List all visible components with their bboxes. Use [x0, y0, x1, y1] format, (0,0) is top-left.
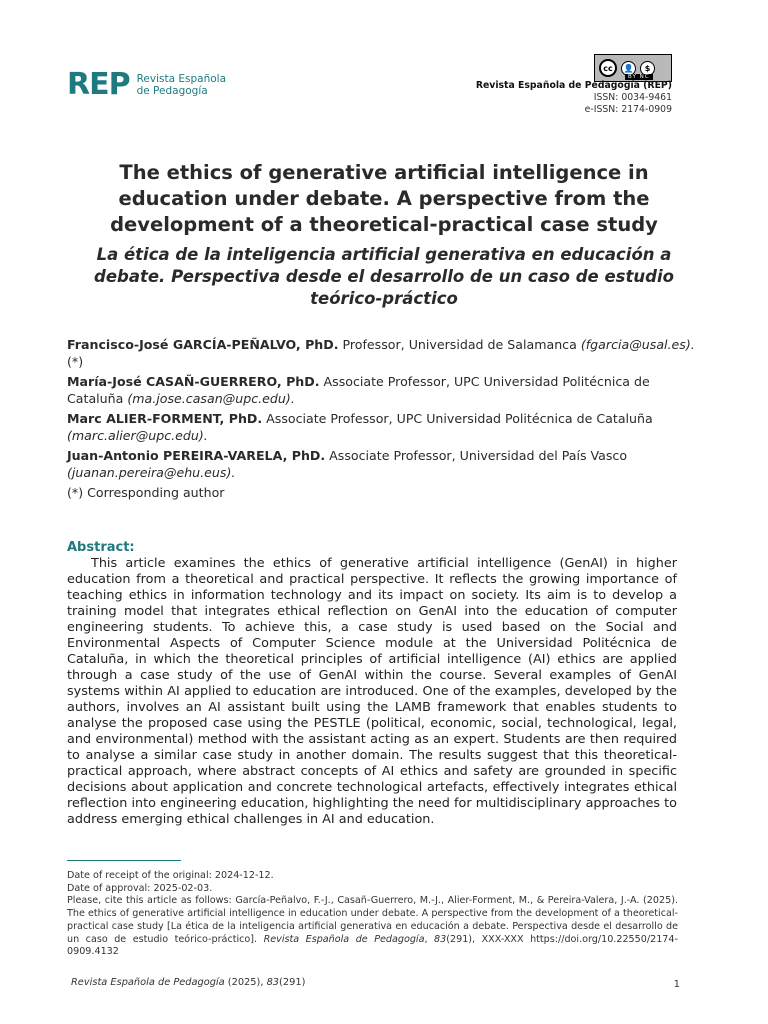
article-title-spanish: La ética de la inteligencia artificial generativa en educación a debate. Perspectiva desde el desarrollo de un caso de estudio teórico-práctico	[94, 245, 674, 308]
author-affiliation: Associate Professor, UPC Universidad Politécnica de Cataluña	[67, 374, 650, 406]
footer-issue: (291)	[279, 977, 306, 988]
article-title-english: The ethics of generative artificial intelligence in education under debate. A perspective from the development of a theoretical-practical case study	[110, 161, 658, 236]
corresponding-mark: (*)	[67, 354, 84, 369]
journal-issn: ISSN: 0034-9461	[593, 92, 672, 103]
journal-logo	[67, 67, 227, 102]
author-affiliation: Associate Professor, UPC Universidad Politécnica de Cataluña	[262, 411, 653, 426]
author-email[interactable]: (fgarcia@usal.es).	[580, 337, 695, 352]
date-approved: Date of approval: 2025-02-03.	[67, 882, 213, 894]
running-footer	[71, 977, 305, 988]
corresponding-author-note: (*) Corresponding author	[67, 485, 225, 500]
abstract-heading: Abstract:	[67, 540, 135, 555]
cc-icon: cc	[599, 59, 617, 77]
license-labels: BY NC	[625, 74, 653, 80]
author-email[interactable]: (juanan.pereira@ehu.eus).	[67, 465, 236, 480]
abstract-section	[67, 540, 677, 828]
logo-line-2: de Pedagogía	[136, 85, 208, 97]
author-name: María-José CASAÑ-GUERRERO, PhD.	[67, 374, 320, 389]
journal-info	[476, 80, 672, 116]
author-name: Marc ALIER-FORMENT, PhD.	[67, 411, 263, 426]
author-affiliation: Associate Professor, Universidad del País Vasco	[325, 448, 628, 463]
logo-text	[137, 73, 226, 97]
citation-journal: Revista Española de Pedagogía	[263, 933, 425, 945]
footer-volume: 83	[266, 977, 280, 988]
date-received: Date of receipt of the original: 2024-12-12.	[67, 870, 274, 881]
author-entry	[67, 373, 697, 407]
logo-line-1: Revista Española	[136, 73, 227, 85]
citation-note	[67, 895, 678, 959]
logo-mark: REP	[67, 67, 130, 102]
footnote-divider	[67, 860, 181, 861]
abstract-text: This article examines the ethics of generative artificial intelligence (GenAI) in higher education from a theoretical and practical perspective. It reflects the growing importance of teaching ethics in information technology and its impact on society. Its aim is to develop a training model that integrates ethical reflection on GenAI into the education of computer engineering students. To achieve this, a case study is used based on the Social and Environmental Aspects of Computer Science module at the Universidad Politécnica de Cataluña, in which the theoretical principles of artificial intelligence (AI) ethics are applied through a case study of the use of GenAI within the course. Several examples of GenAI systems within AI applied to education are introduced. One of the examples, developed by the authors, involves an AI assistant built using the LAMB framework that enables students to analyse the proposed case using the PESTLE (political, economic, social, technological, legal, and environmental) method with the assistant acting as an expert. Students are then required to analyse a similar case study in another domain. The results suggest that this theoretical-practical approach, where abstract concepts of AI ethics and safety are grounded in specific decisions about application and concrete technological artefacts, effectively integrates ethical reflection into engineering education, highlighting the need for multidisciplinary approaches to address emerging ethical challenges in AI and education.	[67, 556, 677, 827]
citation-volume: 83	[434, 933, 447, 945]
footer-year: (2025),	[224, 977, 267, 988]
author-entry	[67, 336, 697, 370]
author-entry	[67, 447, 697, 481]
author-entry	[67, 410, 697, 444]
noncommercial-icon: $	[640, 61, 655, 76]
page-number: 1	[673, 979, 680, 990]
citation-separator: ,	[424, 933, 435, 945]
footnotes	[67, 870, 678, 959]
journal-eissn: e-ISSN: 2174-0909	[584, 104, 672, 115]
author-list	[67, 336, 697, 501]
citation-doi[interactable]: (291), XXX-XXX https://doi.org/10.22550/2174-0909.4132	[67, 933, 678, 958]
author-affiliation: Professor, Universidad de Salamanca	[338, 337, 581, 352]
author-email[interactable]: (ma.jose.casan@upc.edu).	[127, 391, 295, 406]
by-person-icon: 👤	[621, 61, 636, 76]
author-name: Francisco-José GARCÍA-PEÑALVO, PhD.	[67, 337, 339, 352]
author-email[interactable]: (marc.alier@upc.edu).	[67, 428, 208, 443]
footer-journal: Revista Española de Pedagogía	[71, 977, 225, 988]
journal-name: Revista Española de Pedagogía (REP)	[475, 80, 672, 91]
author-name: Juan-Antonio PEREIRA-VARELA, PhD.	[67, 448, 326, 463]
creative-commons-license-badge	[594, 54, 672, 82]
citation-text: Please, cite this article as follows: García-Peñalvo, F.-J., Casañ-Guerrero, M.-J., Alier-Forment, M., & Pereira-Valera, J.-A. (2025). The ethics of generative artificial intelligence in education under debate. A perspective from the development of a theoretical-practical case study [La ética de la inteligencia artificial generativa en educación a debate. Perspectiva desde el desarrollo de un caso de estudio teórico-práctico].	[67, 895, 678, 945]
